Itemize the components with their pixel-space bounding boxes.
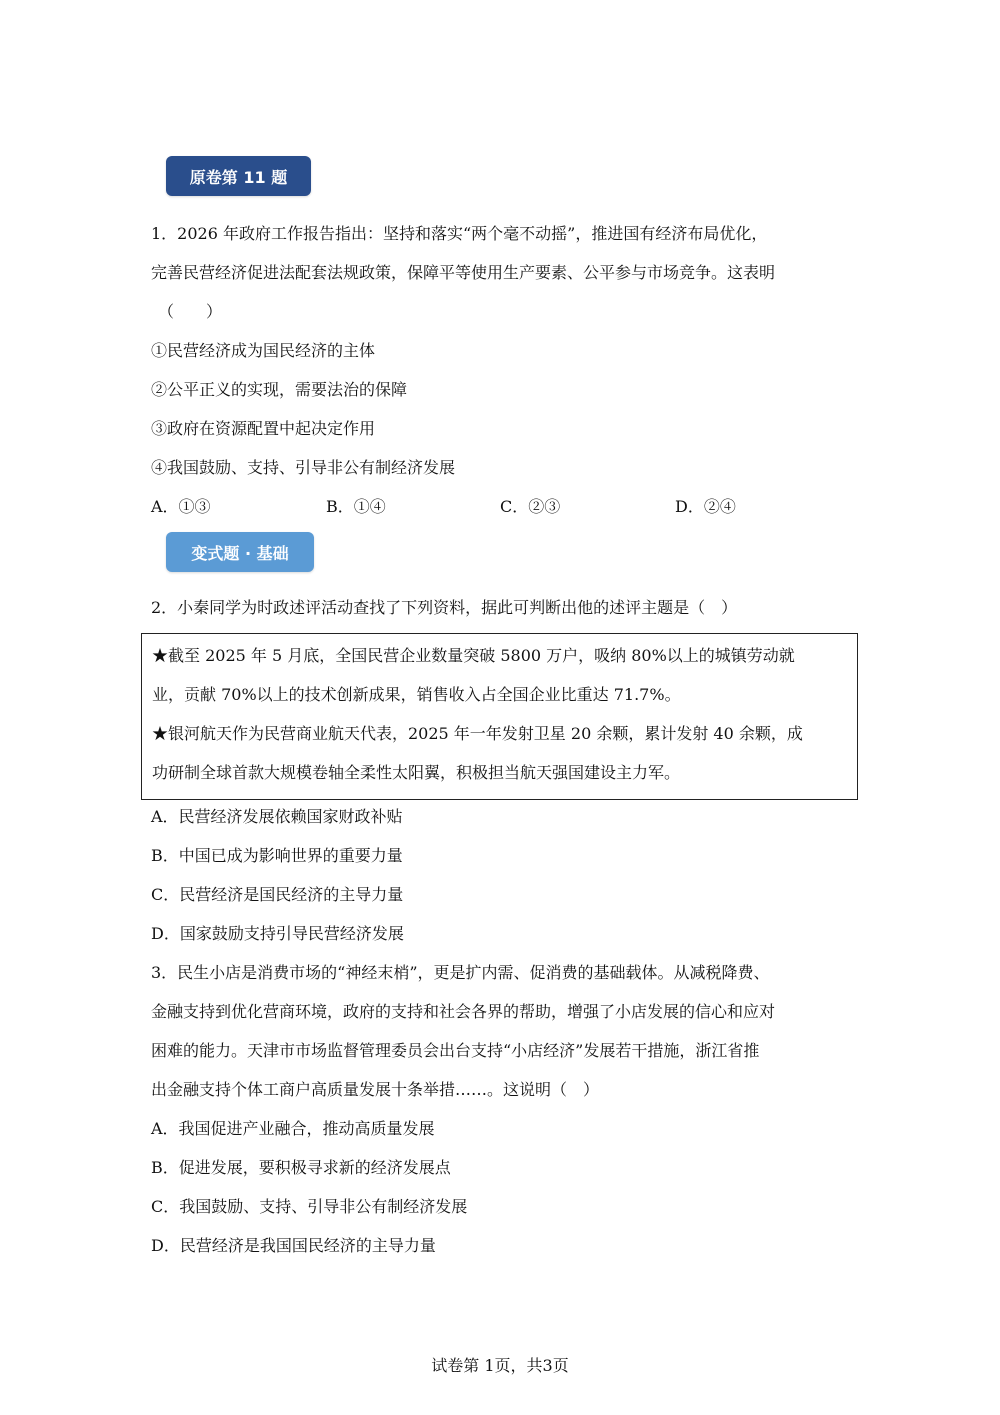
q1-option-d[interactable]: D．②④ (675, 497, 736, 516)
q3-option-d[interactable]: D．民营经济是我国国民经济的主导力量 (151, 1236, 436, 1255)
original-question-badge: 原卷第 11 题 (166, 156, 311, 196)
q1-statement-2: ②公平正义的实现，需要法治的保障 (151, 380, 408, 399)
page-footer: 试卷第 1页，共3页 (431, 1356, 569, 1375)
q3-stem-line-2: 金融支持到优化营商环境，政府的支持和社会各界的帮助，增强了小店发展的信心和应对 (151, 1002, 776, 1021)
q2-option-d[interactable]: D．国家鼓励支持引导民营经济发展 (151, 924, 404, 943)
q1-statement-4: ④我国鼓励、支持、引导非公有制经济发展 (151, 458, 456, 477)
q3-option-c[interactable]: C．我国鼓励、支持、引导非公有制经济发展 (151, 1197, 468, 1216)
q1-answer-bracket: （ ） (158, 302, 223, 321)
q3-stem-line-1: 3．民生小店是消费市场的“神经末梢”，更是扩内需、促消费的基础载体。从减税降费、 (151, 963, 770, 982)
q1-option-a[interactable]: A．①③ (151, 497, 211, 516)
q2-material-2-line-1: ★银河航天作为民营商业航天代表，2025 年一年发射卫星 20 余颗，累计发射 40 余颗，成 (152, 724, 803, 743)
q2-material-2-line-2: 功研制全球首款大规模卷轴全柔性太阳翼，积极担当航天强国建设主力军。 (152, 763, 681, 782)
q3-option-b[interactable]: B．促进发展，要积极寻求新的经济发展点 (151, 1158, 451, 1177)
q1-stem-line-1: 1．2026 年政府工作报告指出：坚持和落实“两个毫不动摇”，推进国有经济布局优化， (151, 224, 768, 243)
q2-material-1-line-2: 业，贡献 70%以上的技术创新成果，销售收入占全国企业比重达 71.7%。 (152, 685, 681, 704)
q2-material-box (141, 633, 858, 800)
q3-option-a[interactable]: A．我国促进产业融合，推动高质量发展 (151, 1119, 435, 1138)
q1-statement-3: ③政府在资源配置中起决定作用 (151, 419, 376, 438)
q2-stem: 2．小秦同学为时政述评活动查找了下列资料，据此可判断出他的述评主题是（ ） (151, 598, 738, 617)
q1-options (151, 497, 851, 517)
variant-question-badge: 变式题 · 基础 (166, 532, 314, 572)
q1-statement-1: ①民营经济成为国民经济的主体 (151, 341, 376, 360)
q3-stem-line-4: 出金融支持个体工商户高质量发展十条举措……。这说明（ ） (151, 1080, 600, 1099)
q1-option-b[interactable]: B．①④ (326, 497, 386, 516)
q2-option-a[interactable]: A．民营经济发展依赖国家财政补贴 (151, 807, 403, 826)
q2-option-c[interactable]: C．民营经济是国民经济的主导力量 (151, 885, 404, 904)
q3-stem-line-3: 困难的能力。天津市市场监督管理委员会出台支持“小店经济”发展若干措施，浙江省推 (151, 1041, 760, 1060)
q1-stem-line-2: 完善民营经济促进法配套法规政策，保障平等使用生产要素、公平参与市场竞争。这表明 (151, 263, 776, 282)
q1-option-c[interactable]: C．②③ (500, 497, 561, 516)
q2-material-1-line-1: ★截至 2025 年 5 月底，全国民营企业数量突破 5800 万户，吸纳 80%以上的城镇劳动就 (152, 646, 795, 665)
q2-option-b[interactable]: B．中国已成为影响世界的重要力量 (151, 846, 403, 865)
